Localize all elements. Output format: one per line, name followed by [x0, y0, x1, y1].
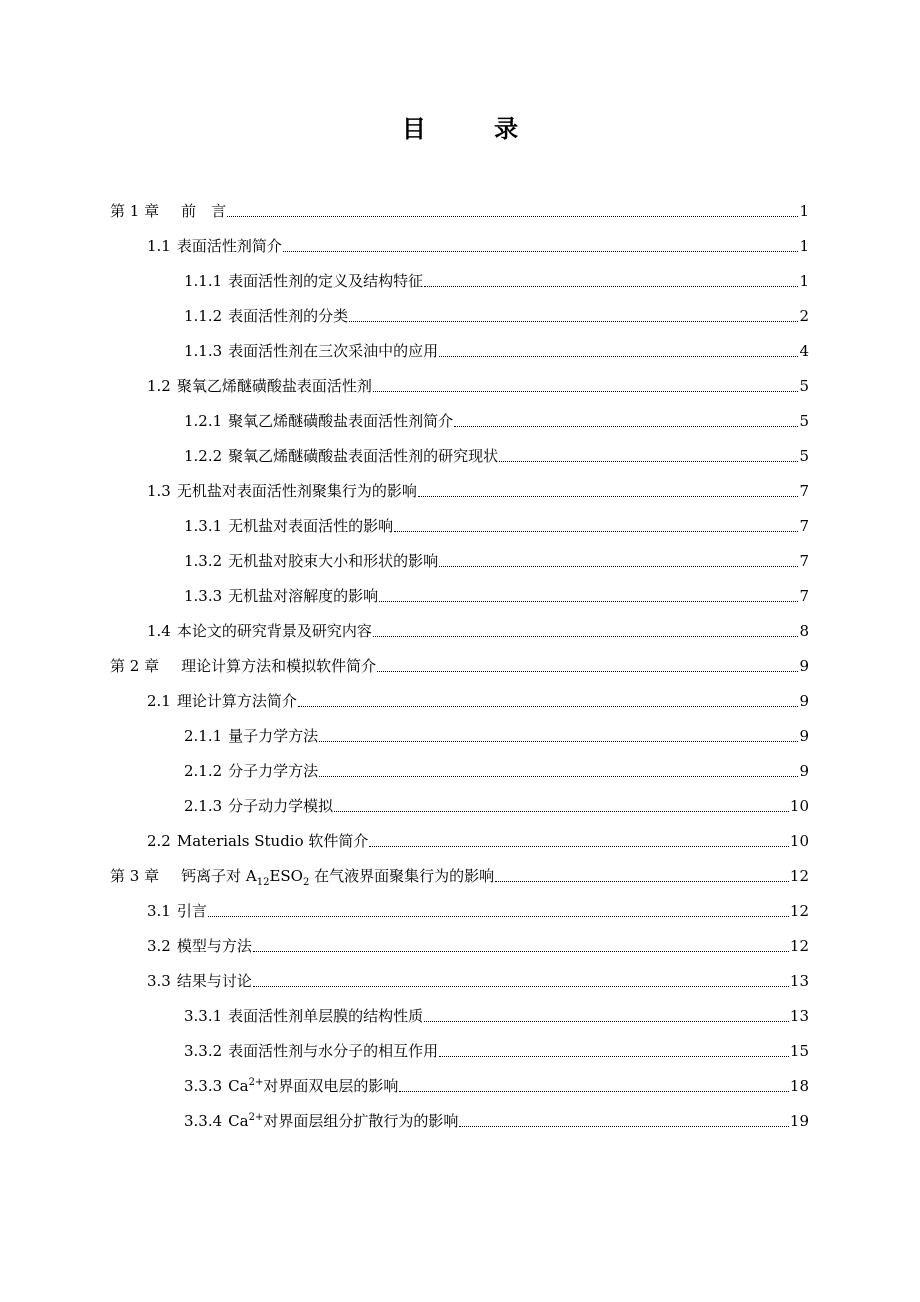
toc-entry-3-3-1[interactable] [184, 991, 809, 1026]
entry-number: 3.3.1 [184, 1007, 223, 1025]
toc-entry-1-3[interactable] [147, 466, 809, 501]
entry-page-number: 7 [799, 482, 809, 500]
dot-leader [349, 306, 798, 326]
entry-title: 无机盐对溶解度的影响 [228, 587, 379, 605]
dot-leader [495, 866, 789, 886]
entry-number: 1.3.3 [184, 587, 223, 605]
entry-title: 表面活性剂在三次采油中的应用 [228, 342, 439, 360]
toc-entry-ch1[interactable] [110, 186, 809, 221]
entry-page-number: 9 [799, 657, 809, 675]
entry-number: 3.3.3 [184, 1077, 223, 1095]
dot-leader [424, 1006, 789, 1026]
entry-title: 分子动力学模拟 [228, 797, 334, 815]
toc-entry-1-2[interactable] [147, 361, 809, 396]
entry-title: 模型与方法 [176, 937, 252, 955]
entry-title [228, 1076, 398, 1096]
entry-title [181, 866, 494, 886]
entry-page-number: 7 [799, 517, 809, 535]
entry-page-number: 19 [789, 1112, 809, 1130]
entry-page-number: 12 [789, 867, 809, 885]
entry-number: 第 3 章 [110, 867, 160, 885]
dot-leader [369, 831, 789, 851]
entry-title: 表面活性剂的定义及结构特征 [228, 272, 424, 290]
entry-page-number: 7 [799, 587, 809, 605]
entry-title: 聚氧乙烯醚磺酸盐表面活性剂的研究现状 [228, 447, 499, 465]
superscript: 2+ [248, 1077, 264, 1088]
toc-entry-1-2-2[interactable] [184, 431, 809, 466]
entry-number: 1.1.3 [184, 342, 223, 360]
title-text: 在气液界面聚集行为的影响 [309, 867, 495, 885]
entry-page-number: 12 [789, 902, 809, 920]
dot-leader [424, 271, 798, 291]
dot-leader [227, 201, 798, 221]
entry-page-number: 10 [789, 832, 809, 850]
dot-leader [454, 411, 798, 431]
entry-title: 分子力学方法 [228, 762, 319, 780]
dot-leader [499, 446, 798, 466]
entry-number: 3.3.2 [184, 1042, 223, 1060]
entry-page-number: 13 [789, 972, 809, 990]
entry-number: 2.1.3 [184, 797, 223, 815]
entry-number: 3.3 [147, 972, 171, 990]
entry-page-number: 5 [799, 447, 809, 465]
entry-number: 3.1 [147, 902, 171, 920]
title-text: ESO [269, 867, 303, 885]
entry-page-number: 18 [789, 1077, 809, 1095]
entry-page-number: 10 [789, 797, 809, 815]
title-text: 钙离子对 A [181, 867, 257, 885]
entry-title: 前 言 [181, 202, 227, 220]
entry-page-number: 7 [799, 552, 809, 570]
dot-leader [283, 236, 799, 256]
dot-leader [418, 481, 799, 501]
dot-leader [439, 341, 798, 361]
dot-leader [319, 726, 798, 746]
entry-page-number: 5 [799, 377, 809, 395]
entry-number: 1.2 [147, 377, 171, 395]
entry-page-number: 2 [799, 307, 809, 325]
entry-title: 结果与讨论 [176, 972, 252, 990]
toc-entry-1-3-1[interactable] [184, 501, 809, 536]
entry-title: 本论文的研究背景及研究内容 [176, 622, 372, 640]
dot-leader [298, 691, 799, 711]
toc-entry-2-1-2[interactable] [184, 746, 809, 781]
toc-entry-2-1[interactable] [147, 676, 809, 711]
entry-number: 2.1.1 [184, 727, 223, 745]
entry-number: 1.2.1 [184, 412, 223, 430]
entry-number: 2.1.2 [184, 762, 223, 780]
dot-leader [399, 1076, 789, 1096]
title-text: Ca [228, 1112, 249, 1130]
entry-number: 2.1 [147, 692, 171, 710]
entry-number: 1.3.1 [184, 517, 223, 535]
toc-entry-2-2[interactable] [147, 816, 809, 851]
entry-page-number: 9 [799, 692, 809, 710]
superscript: 2+ [248, 1112, 264, 1123]
toc-entry-1-1-3[interactable] [184, 326, 809, 361]
dot-leader [253, 971, 789, 991]
toc-entry-1-3-3[interactable] [184, 571, 809, 606]
dot-leader [319, 761, 798, 781]
toc-title: 目 录 [401, 115, 549, 143]
title-text: Ca [228, 1077, 249, 1095]
entry-title: 聚氧乙烯醚磺酸盐表面活性剂 [176, 377, 372, 395]
toc-entry-ch3[interactable] [110, 851, 809, 886]
entry-page-number: 12 [789, 937, 809, 955]
toc-entry-1-1-2[interactable] [184, 291, 809, 326]
dot-leader [394, 516, 798, 536]
entry-title: 引言 [176, 902, 207, 920]
dot-leader [377, 656, 798, 676]
entry-page-number: 1 [799, 202, 809, 220]
toc-entry-1-1-1[interactable] [184, 256, 809, 291]
entry-number: 第 2 章 [110, 657, 160, 675]
entry-title: 无机盐对表面活性的影响 [228, 517, 394, 535]
toc-entry-3-3[interactable] [147, 956, 809, 991]
entry-number: 1.1 [147, 237, 171, 255]
entry-title [228, 1111, 458, 1131]
toc-entry-3-3-4[interactable] [184, 1096, 809, 1131]
entry-title: 表面活性剂单层膜的结构性质 [228, 1007, 424, 1025]
entry-number: 1.2.2 [184, 447, 223, 465]
entry-page-number: 5 [799, 412, 809, 430]
entry-page-number: 4 [799, 342, 809, 360]
dot-leader [334, 796, 789, 816]
subscript: 12 [256, 877, 270, 888]
toc-entry-3-3-2[interactable] [184, 1026, 809, 1061]
toc-entry-3-1[interactable] [147, 886, 809, 921]
toc-entry-3-2[interactable] [147, 921, 809, 956]
toc-entry-3-3-3[interactable] [184, 1061, 809, 1096]
entry-title: 聚氧乙烯醚磺酸盐表面活性剂简介 [228, 412, 454, 430]
dot-leader [379, 586, 798, 606]
entry-title: 理论计算方法简介 [176, 692, 297, 710]
entry-title: 表面活性剂与水分子的相互作用 [228, 1042, 439, 1060]
entry-title: Materials Studio 软件简介 [176, 832, 369, 850]
toc-entry-1-3-2[interactable] [184, 536, 809, 571]
toc-entry-1-1[interactable] [147, 221, 809, 256]
entry-title: 表面活性剂简介 [176, 237, 282, 255]
dot-leader [373, 621, 799, 641]
entry-title: 无机盐对表面活性剂聚集行为的影响 [176, 482, 417, 500]
entry-page-number: 9 [799, 762, 809, 780]
entry-number: 2.2 [147, 832, 171, 850]
entry-page-number: 1 [799, 272, 809, 290]
entry-number: 1.1.1 [184, 272, 223, 290]
dot-leader [439, 551, 798, 571]
entry-title: 无机盐对胶束大小和形状的影响 [228, 552, 439, 570]
entry-title: 表面活性剂的分类 [228, 307, 349, 325]
dot-leader [373, 376, 799, 396]
toc-entry-ch2[interactable] [110, 641, 809, 676]
toc-entry-2-1-3[interactable] [184, 781, 809, 816]
dot-leader [459, 1111, 789, 1131]
toc-entry-1-2-1[interactable] [184, 396, 809, 431]
title-text: 对界面双电层的影响 [263, 1077, 399, 1095]
toc-entry-2-1-1[interactable] [184, 711, 809, 746]
entry-page-number: 13 [789, 1007, 809, 1025]
subscript: 2 [302, 877, 310, 888]
toc-entry-1-4[interactable] [147, 606, 809, 641]
title-text: 对界面层组分扩散行为的影响 [263, 1112, 459, 1130]
entry-number: 1.4 [147, 622, 171, 640]
dot-leader [253, 936, 789, 956]
entry-page-number: 8 [799, 622, 809, 640]
entry-page-number: 15 [789, 1042, 809, 1060]
dot-leader [439, 1041, 789, 1061]
entry-number: 1.3.2 [184, 552, 223, 570]
entry-title: 理论计算方法和模拟软件简介 [181, 657, 377, 675]
entry-number: 第 1 章 [110, 202, 160, 220]
dot-leader [208, 901, 789, 921]
entry-number: 1.3 [147, 482, 171, 500]
entry-page-number: 9 [799, 727, 809, 745]
entry-title: 量子力学方法 [228, 727, 319, 745]
entry-page-number: 1 [799, 237, 809, 255]
entry-number: 3.2 [147, 937, 171, 955]
entry-number: 3.3.4 [184, 1112, 223, 1130]
entry-number: 1.1.2 [184, 307, 223, 325]
